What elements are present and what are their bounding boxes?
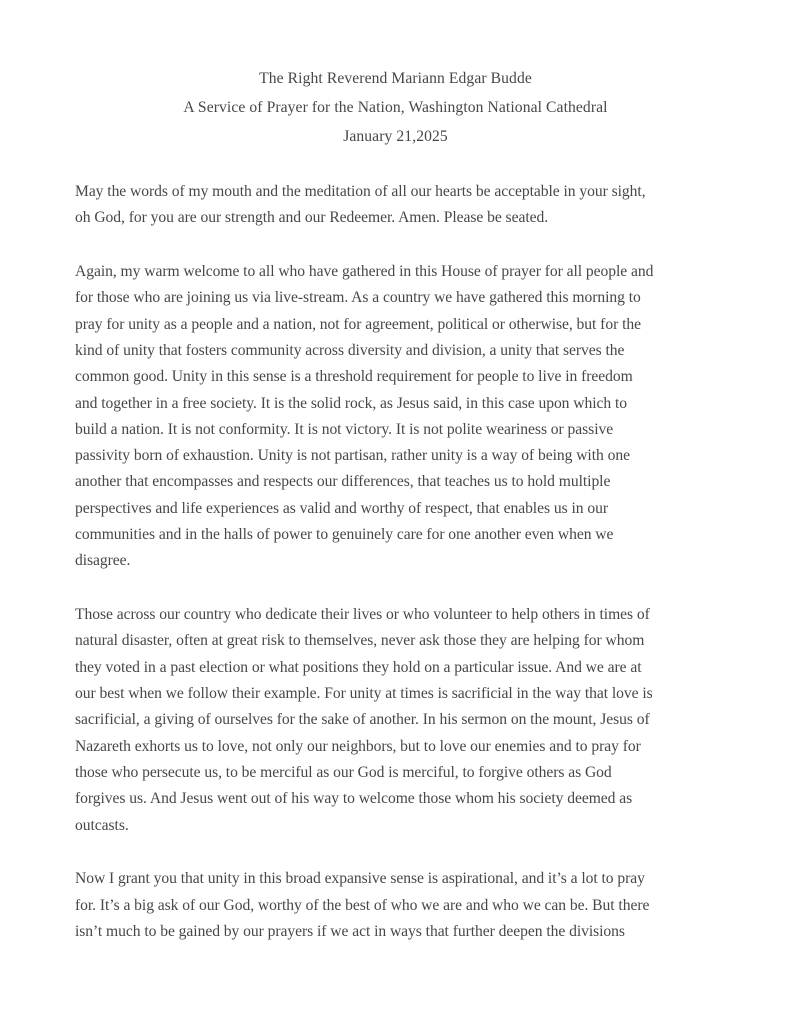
event-date: January 21,2025 — [343, 128, 448, 145]
text-line: sacrificial, a giving of ourselves for the sake of another. In his sermon on the mount, Jesus of — [75, 711, 650, 729]
paragraph — [75, 259, 716, 575]
text-line: common good. Unity in this sense is a threshold requirement for people to live in freedom — [75, 368, 633, 386]
text-line: May the words of my mouth and the meditation of all our hearts be acceptable in your sight, — [75, 183, 646, 200]
text-line: communities and in the halls of power to genuinely care for one another even when we — [75, 526, 614, 544]
text-line: for. It’s a big ask of our God, worthy of the best of who we are and who we can be. But there — [75, 896, 650, 914]
text-line: pray for unity as a people and a nation, not for agreement, political or otherwise, but for the — [75, 315, 641, 333]
text-line: passivity born of exhaustion. Unity is not partisan, rather unity is a way of being with one — [75, 447, 630, 465]
document-body — [75, 179, 716, 945]
text-line: Again, my warm welcome to all who have gathered in this House of prayer for all people and — [75, 263, 654, 281]
paragraph — [75, 602, 716, 839]
text-line: those who persecute us, to be merciful as our God is merciful, to forgive others as God — [75, 763, 612, 781]
speaker-name: The Right Reverend Mariann Edgar Budde — [259, 70, 532, 87]
text-line: kind of unity that fosters community across diversity and division, a unity that serves the — [75, 341, 625, 359]
paragraph — [75, 179, 716, 232]
text-line: Now I grant you that unity in this broad expansive sense is aspirational, and it’s a lot to pray — [75, 870, 645, 888]
text-line: forgives us. And Jesus went out of his way to welcome those whom his society deemed as — [75, 790, 633, 808]
text-line: Nazareth exhorts us to love, not only our neighbors, but to love our enemies and to pray for — [75, 737, 641, 755]
document-header — [75, 64, 716, 151]
text-line: for those who are joining us via live-stream. As a country we have gathered this morning to — [75, 289, 641, 307]
text-line: natural disaster, often at great risk to themselves, never ask those they are helping for whom — [75, 632, 645, 650]
paragraph — [75, 866, 716, 945]
text-line: and together in a free society. It is the solid rock, as Jesus said, in this case upon which to — [75, 394, 628, 412]
event-title: A Service of Prayer for the Nation, Washington National Cathedral — [183, 99, 608, 116]
text-line: they voted in a past election or what positions they hold on a particular issue. And we are at — [75, 658, 642, 676]
text-line: oh God, for you are our strength and our Redeemer. Amen. Please be seated. — [75, 209, 549, 227]
text-line: outcasts. — [75, 816, 129, 834]
text-line: another that encompasses and respects our differences, that teaches us to hold multiple — [75, 473, 611, 491]
text-line: our best when we follow their example. For unity at times is sacrificial in the way that love is — [75, 685, 653, 703]
text-line: disagree. — [75, 552, 131, 570]
text-line: Those across our country who dedicate their lives or who volunteer to help others in times of — [75, 606, 650, 624]
text-line: isn’t much to be gained by our prayers if we act in ways that further deepen the divisions — [75, 922, 625, 940]
text-line: build a nation. It is not conformity. It is not victory. It is not polite weariness or passive — [75, 420, 614, 438]
text-line: perspectives and life experiences as valid and worthy of respect, that enables us in our — [75, 499, 608, 517]
